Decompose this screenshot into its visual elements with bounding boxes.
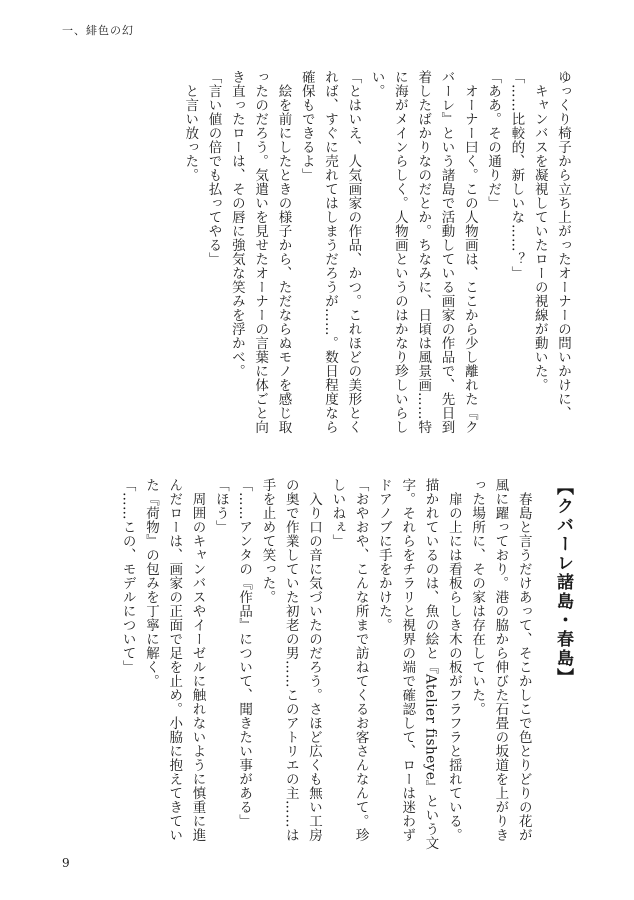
dialogue-line: 「ほう」	[212, 478, 229, 534]
text-line: れば、すぐに売れてはしまうだろうが……。数日程度なら	[322, 70, 339, 434]
dialogue-line: 「おやおや、こんな所まで訪ねてくるお客さんなんて。珍	[352, 478, 369, 842]
text-line: 描かれているのは、魚の絵と『Atelier fisheye』という文	[422, 478, 439, 851]
text-line: と言い放った。	[182, 83, 199, 182]
text-line: 扉の上には看板らしき木の板がフラフラと揺れている。	[445, 491, 462, 842]
dialogue-line: 「……この、モデルについて」	[119, 478, 136, 674]
text-line: んだローは、画家の正面で足を止め。小脇に抱えてきてい	[166, 478, 183, 842]
text-line: しいねぇ」	[329, 478, 346, 548]
dialogue-line: 「……比較的、新しいな……？」	[508, 70, 525, 280]
text-line: バーレ』という諸島で活動している画家の作品で、先日到	[438, 70, 455, 434]
text-line: ゆっくり椅子から立ち上がったオーナーの問いかけに、	[555, 70, 571, 420]
section-title: 【クバーレ諸島・春島】	[553, 478, 573, 687]
text-line: ドアノブに手をかけた。	[375, 478, 392, 632]
dialogue-line: 「とはいえ、人気画家の作品、かつ。これほどの美形とく	[345, 70, 362, 434]
text-block-bottom	[115, 478, 574, 850]
text-line: 春島と言うだけあって、そこかしこで色とりどりの花が	[515, 491, 532, 842]
text-line: の奥で作業していた初老の男……このアトリエの主……は	[282, 478, 299, 842]
text-line: た『荷物』の包みを丁寧に解く。	[142, 478, 159, 688]
running-head: 一、緋色の幻	[62, 24, 134, 37]
dialogue-line: 「言い値の倍でも払ってやる」	[205, 70, 222, 266]
text-line: 確保もできるよ」	[298, 70, 315, 182]
text-line: 風に躍っており。港の脇から伸びた石畳の坂道を上がりき	[492, 478, 509, 842]
dialogue-line: 「ああ。その通りだ」	[485, 70, 502, 210]
text-line: に海がメインらしく。人物画というのはかなり珍しいらし	[391, 70, 408, 434]
dialogue-line: 「……アンタの『作品』について、聞きたい事がある」	[236, 478, 253, 828]
text-line: 手を止めて笑った。	[259, 478, 276, 604]
text-line: い。	[368, 70, 385, 98]
text-line: ったのだろう。気遣いを見せたオーナーの言葉に体ごと向	[252, 70, 269, 434]
text-line: 入り口の音に気づいたのだろう。さほど広くも無い工房	[306, 491, 323, 842]
text-line: オーナー曰く。この人物画は、ここから少し離れた『ク	[461, 83, 478, 434]
text-line: 絵を前にしたときの様子から、ただならぬモノを感じ取	[275, 83, 292, 434]
text-line: キャンバスを凝視していたローの視線が動いた。	[531, 83, 548, 392]
text-line: 着したばかりなのだとか。ちなみに、日頃は風景画……特	[415, 70, 432, 434]
text-line: った場所に、その家は存在していた。	[469, 478, 486, 716]
text-line: 周囲のキャンバスやイーゼルに触れないように慎重に進	[189, 491, 206, 842]
text-block-top	[178, 70, 574, 465]
page-number: 9	[62, 856, 70, 870]
text-line: き直ったローは、その唇に強気な笑みを浮かべ。	[228, 70, 245, 378]
text-line: 字。それらをチラリと視界の端で確認して、ローは迷わず	[399, 478, 416, 842]
